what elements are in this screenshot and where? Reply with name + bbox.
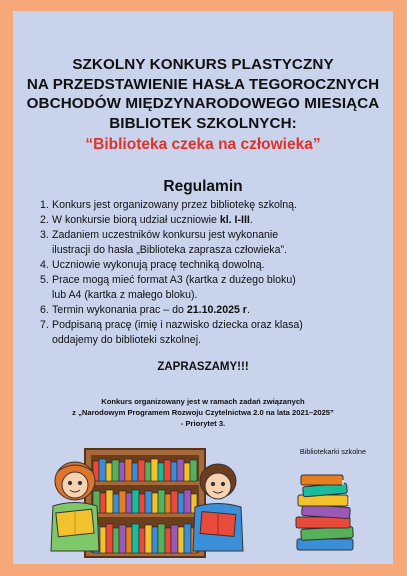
poster <box>13 11 393 564</box>
heading-line: BIBLIOTEK SZKOLNYCH: <box>109 114 297 132</box>
rule-text: Uczniowie wykonują pracę techniką dowolną. <box>52 259 265 271</box>
invitation-text: ZAPRASZAMY!!! <box>157 361 249 373</box>
rule-text: Termin wykonania prac – do 21.10.2025 r. <box>52 304 250 316</box>
rule-number: 1. <box>40 199 49 211</box>
rule-text: Konkurs jest organizowany przez bibliotekę szkolną. <box>52 199 297 211</box>
organizer-line: - Priorytet 3. <box>180 419 226 428</box>
rule-number: 4. <box>40 259 49 271</box>
rule-number: 7. <box>40 319 49 331</box>
organizer-line: z „Narodowym Programem Rozwoju Czytelnictwa 2.0 na lata 2021–2025” <box>72 408 334 417</box>
organizer-line: Konkurs organizowany jest w ramach zadań związanych <box>101 397 305 406</box>
heading-line: NA PRZEDSTAWIENIE HASŁA TEGOROCZNYCH <box>26 75 380 93</box>
rule-number: 6. <box>40 304 49 316</box>
rule-text: Zadaniem uczestników konkursu jest wykonanie ilustracji do hasła „Biblioteka zaprasza człowieka”. <box>52 229 287 256</box>
rule-text: Prace mogą mieć format A3 (kartka z dużego bloku) lub A4 (kartka z małego bloku). <box>52 274 296 301</box>
book-stack-illustration <box>13 11 393 564</box>
rule-number: 5. <box>40 274 49 286</box>
contest-slogan: “Biblioteka czeka na człowieka” <box>85 136 321 153</box>
heading-line: SZKOLNY KONKURS PLASTYCZNY <box>72 56 334 73</box>
rule-number: 3. <box>40 229 49 241</box>
rule-text: W konkursie biorą udział uczniowie kl. I-III. <box>52 214 253 226</box>
heading-line: OBCHODÓW MIĘDZYNARODOWEGO MIESIĄCA <box>26 95 380 112</box>
deadline-date: 21.10.2025 r <box>186 304 247 316</box>
rule-text: Podpisaną pracę (imię i nazwisko dziecka oraz klasa) oddajemy do biblioteki szkolnej. <box>52 319 303 346</box>
grade-range: kl. I-III <box>219 214 250 226</box>
rule-number: 2. <box>40 214 49 226</box>
rules-title: Regulamin <box>163 178 243 195</box>
signature: Bibliotekarki szkolne <box>299 447 366 456</box>
